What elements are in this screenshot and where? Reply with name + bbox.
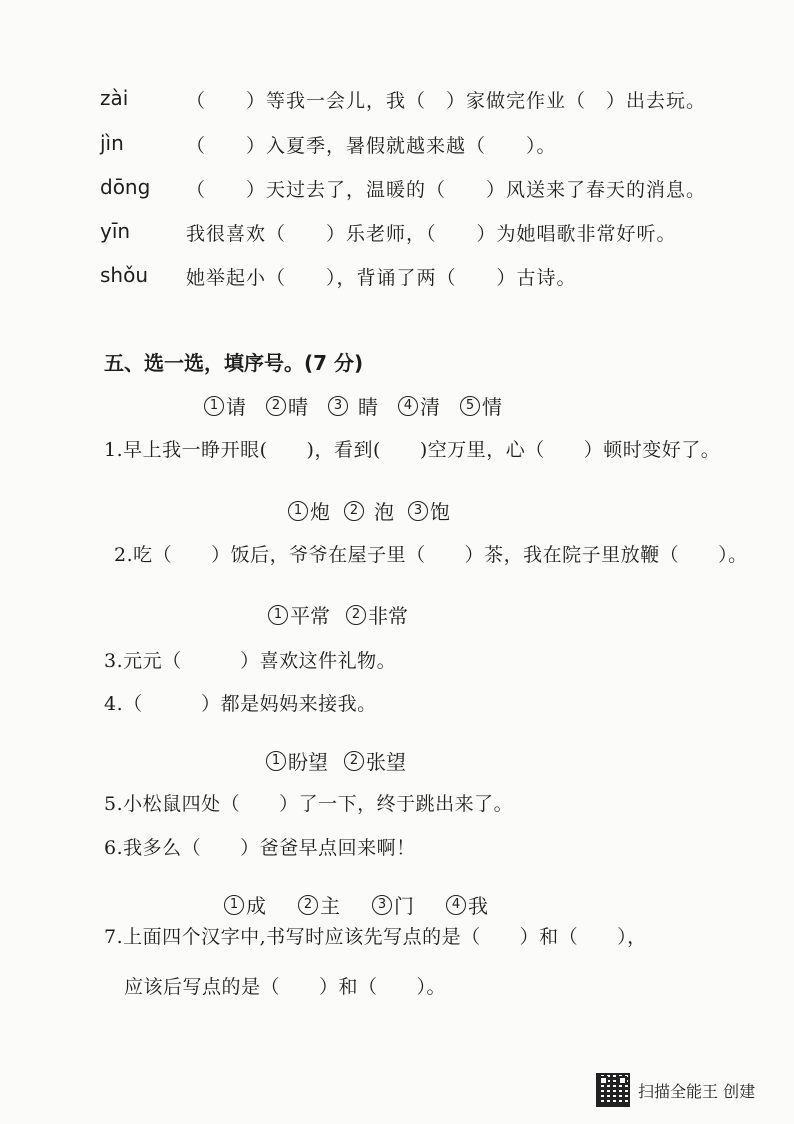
option-text: 我 (468, 894, 488, 918)
qr-code-icon (596, 1073, 630, 1107)
circled-number: 1 (268, 605, 288, 625)
pinyin-sentence: （ ）天过去了，温暖的（ ）风送来了春天的消息。 (186, 179, 707, 201)
question-line: 6.我多么（ ）爸爸早点回来啊！ (104, 837, 416, 859)
option-list (224, 890, 488, 919)
option-item (298, 890, 340, 919)
option-item (446, 890, 488, 919)
pinyin-sentence: 我很喜欢（ ）乐老师，（ ）为她唱歌非常好听。 (186, 223, 677, 245)
circled-number: 2 (344, 751, 364, 771)
option-list (288, 496, 450, 525)
question-line: 7.上面四个汉字中,书写时应该先写点的是（ ）和（ ）， (104, 926, 647, 948)
option-text: 泡 (374, 500, 394, 524)
question-line: 应该后写点的是（ ）和（ ）。 (124, 976, 447, 998)
option-item (346, 600, 408, 629)
circled-number: 2 (346, 605, 366, 625)
pinyin-label: zài (100, 86, 129, 110)
question-line: 5.小松鼠四处（ ）了一下，终于跳出来了。 (104, 793, 514, 815)
option-item (266, 746, 328, 775)
scanner-footer (596, 1073, 755, 1107)
option-text: 主 (320, 894, 340, 918)
question-line: 3.元元（ ）喜欢这件礼物。 (104, 650, 397, 672)
circled-number: 3 (328, 396, 348, 416)
footer-text: 扫描全能王 创建 (638, 1081, 756, 1101)
pinyin-sentence: 她举起小（ ），背诵了两（ ）古诗。 (186, 267, 577, 289)
circled-number: 3 (372, 895, 392, 915)
pinyin-sentence: （ ）入夏季，暑假就越来越（ ）。 (186, 135, 557, 157)
option-item (328, 391, 378, 420)
circled-number: 3 (408, 501, 428, 521)
option-text: 情 (482, 395, 502, 419)
circled-number: 2 (344, 501, 364, 521)
option-text: 晴 (288, 395, 308, 419)
option-item (460, 391, 502, 420)
pinyin-label: dōng (100, 175, 151, 199)
option-item (408, 496, 450, 525)
option-text: 非常 (368, 604, 408, 628)
option-item (344, 746, 406, 775)
section-heading: 五、选一选，填序号。(7 分) (104, 351, 364, 375)
option-text: 盼望 (288, 750, 328, 774)
option-item (204, 391, 246, 420)
pinyin-sentence: （ ）等我一会儿，我（ ）家做完作业（ ）出去玩。 (186, 90, 707, 112)
circled-number: 1 (204, 396, 224, 416)
circled-number: 1 (288, 501, 308, 521)
circled-number: 5 (460, 396, 480, 416)
option-item (268, 600, 330, 629)
circled-number: 2 (298, 895, 318, 915)
circled-number: 2 (266, 396, 286, 416)
question-line: 4.（ ）都是妈妈来接我。 (104, 693, 377, 715)
option-text: 饱 (430, 500, 450, 524)
circled-number: 4 (446, 895, 466, 915)
option-text: 清 (420, 395, 440, 419)
pinyin-label: yīn (100, 219, 131, 243)
option-text: 请 (226, 395, 246, 419)
pinyin-label: shǒu (100, 263, 149, 287)
circled-number: 4 (398, 396, 418, 416)
option-item (372, 890, 414, 919)
option-item (288, 496, 330, 525)
circled-number: 1 (266, 751, 286, 771)
option-text: 睛 (358, 395, 378, 419)
option-item (344, 496, 394, 525)
option-text: 张望 (366, 750, 406, 774)
option-text: 平常 (290, 604, 330, 628)
option-item (398, 391, 440, 420)
option-list (266, 746, 406, 775)
circled-number: 1 (224, 895, 244, 915)
option-text: 炮 (310, 500, 330, 524)
option-item (266, 391, 308, 420)
question-line: 1.早上我一睁开眼( )，看到( )空万里，心（ ）顿时变好了。 (104, 439, 721, 461)
option-item (224, 890, 266, 919)
option-text: 成 (246, 894, 266, 918)
question-line: 2.吃（ ）饭后，爷爷在屋子里（ ）茶，我在院子里放鞭（ ）。 (114, 544, 748, 566)
option-list (204, 391, 502, 420)
pinyin-label: jìn (100, 131, 124, 155)
option-list (268, 600, 408, 629)
option-text: 门 (394, 894, 414, 918)
